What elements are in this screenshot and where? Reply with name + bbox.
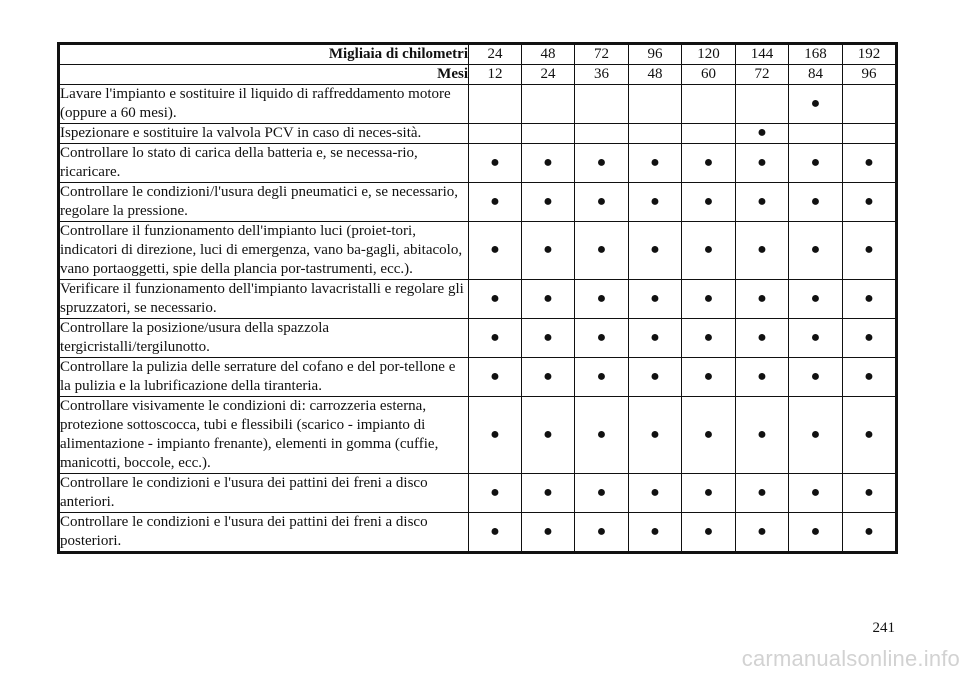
- header-label: Mesi: [59, 65, 469, 85]
- service-mark: ●: [864, 425, 874, 443]
- service-mark: ●: [810, 153, 821, 171]
- schedule-cell: [843, 85, 897, 124]
- service-mark: ●: [810, 289, 821, 307]
- schedule-cell: [843, 222, 897, 280]
- table-row: [59, 222, 897, 280]
- schedule-cell: [789, 513, 843, 553]
- schedule-cell: [575, 144, 629, 183]
- schedule-cell: [843, 144, 897, 183]
- schedule-cell: [736, 474, 789, 513]
- schedule-cell: [575, 124, 629, 144]
- service-mark: ●: [543, 425, 553, 443]
- service-mark: ●: [757, 367, 767, 385]
- schedule-cell: [629, 144, 682, 183]
- service-mark: ●: [543, 289, 553, 307]
- schedule-cell: [469, 474, 522, 513]
- schedule-cell: [469, 280, 522, 319]
- schedule-cell: [736, 319, 789, 358]
- header-value: 24: [522, 65, 575, 85]
- service-mark: ●: [864, 289, 874, 307]
- service-mark: ●: [543, 328, 553, 346]
- service-mark: ●: [490, 425, 500, 443]
- service-mark: ●: [543, 483, 553, 501]
- service-mark: ●: [810, 425, 821, 443]
- schedule-cell: [575, 222, 629, 280]
- service-mark: ●: [703, 483, 714, 501]
- service-mark: ●: [596, 328, 607, 346]
- service-description: Controllare il funzionamento dell'impianto luci (proiet-tori, indicatori di direzione, luci di emergenza, vano ba-gagli, abitacolo, vano portaoggetti, spie della plancia por-tastrumenti, ecc.).: [59, 222, 469, 280]
- service-mark: ●: [490, 153, 500, 171]
- schedule-cell: [789, 280, 843, 319]
- service-mark: ●: [864, 522, 874, 540]
- schedule-cell: [629, 280, 682, 319]
- schedule-cell: [843, 319, 897, 358]
- table-row: [59, 85, 897, 124]
- service-description: Controllare le condizioni e l'usura dei pattini dei freni a disco posteriori.: [59, 513, 469, 553]
- header-value: 96: [843, 65, 897, 85]
- header-value: 48: [629, 65, 682, 85]
- schedule-cell: [789, 222, 843, 280]
- schedule-cell: [789, 358, 843, 397]
- schedule-cell: [575, 319, 629, 358]
- schedule-cell: [682, 474, 736, 513]
- schedule-cell: [469, 513, 522, 553]
- service-mark: ●: [757, 522, 767, 540]
- schedule-cell: [522, 222, 575, 280]
- service-mark: ●: [543, 241, 553, 258]
- service-mark: ●: [596, 522, 607, 540]
- service-mark: ●: [757, 192, 767, 210]
- service-mark: ●: [757, 425, 767, 443]
- schedule-cell: [843, 474, 897, 513]
- service-mark: ●: [703, 192, 714, 210]
- schedule-cell: [522, 183, 575, 222]
- service-mark: ●: [650, 153, 660, 171]
- schedule-cell: [522, 124, 575, 144]
- service-mark: ●: [703, 289, 714, 307]
- service-description: Controllare la posizione/usura della spazzola tergicristalli/tergilunotto.: [59, 319, 469, 358]
- service-mark: ●: [543, 367, 553, 385]
- schedule-cell: [575, 280, 629, 319]
- header-value: 120: [682, 44, 736, 65]
- service-mark: ●: [757, 124, 767, 141]
- service-mark: ●: [650, 192, 660, 210]
- schedule-cell: [575, 397, 629, 474]
- service-mark: ●: [490, 241, 500, 258]
- schedule-cell: [469, 358, 522, 397]
- schedule-cell: [789, 85, 843, 124]
- service-mark: ●: [703, 328, 714, 346]
- header-value: 84: [789, 65, 843, 85]
- service-mark: ●: [650, 241, 660, 258]
- schedule-cell: [682, 183, 736, 222]
- service-mark: ●: [810, 94, 821, 112]
- schedule-cell: [789, 474, 843, 513]
- schedule-cell: [469, 397, 522, 474]
- service-mark: ●: [490, 367, 500, 385]
- schedule-cell: [736, 124, 789, 144]
- service-mark: ●: [650, 522, 660, 540]
- header-row: [59, 65, 897, 85]
- table-row: [59, 124, 897, 144]
- service-mark: ●: [864, 153, 874, 171]
- table-row: [59, 280, 897, 319]
- header-value: 192: [843, 44, 897, 65]
- service-mark: ●: [490, 192, 500, 210]
- service-mark: ●: [703, 241, 714, 258]
- service-mark: ●: [543, 522, 553, 540]
- schedule-cell: [629, 124, 682, 144]
- service-mark: ●: [703, 522, 714, 540]
- service-mark: ●: [650, 328, 660, 346]
- header-value: 48: [522, 44, 575, 65]
- schedule-cell: [522, 280, 575, 319]
- header-value: 12: [469, 65, 522, 85]
- service-mark: ●: [703, 425, 714, 443]
- schedule-cell: [522, 358, 575, 397]
- schedule-cell: [789, 183, 843, 222]
- header-label: Migliaia di chilometri: [59, 44, 469, 65]
- schedule-cell: [682, 222, 736, 280]
- schedule-cell: [629, 358, 682, 397]
- schedule-cell: [843, 358, 897, 397]
- service-mark: ●: [757, 241, 767, 258]
- table-row: [59, 513, 897, 553]
- schedule-cell: [736, 222, 789, 280]
- schedule-cell: [629, 513, 682, 553]
- header-value: 72: [736, 65, 789, 85]
- schedule-cell: [522, 319, 575, 358]
- schedule-cell: [682, 397, 736, 474]
- service-mark: ●: [596, 367, 607, 385]
- schedule-cell: [736, 85, 789, 124]
- service-mark: ●: [864, 241, 874, 258]
- service-mark: ●: [596, 425, 607, 443]
- table-row: [59, 144, 897, 183]
- service-description: Lavare l'impianto e sostituire il liquido di raffreddamento motore (oppure a 60 mesi).: [59, 85, 469, 124]
- service-description: Controllare lo stato di carica della batteria e, se necessa-rio, ricaricare.: [59, 144, 469, 183]
- schedule-cell: [575, 183, 629, 222]
- service-mark: ●: [596, 241, 607, 258]
- schedule-cell: [682, 358, 736, 397]
- schedule-cell: [736, 358, 789, 397]
- schedule-cell: [789, 124, 843, 144]
- service-mark: ●: [810, 367, 821, 385]
- schedule-cell: [629, 319, 682, 358]
- watermark: carmanualsonline.info: [741, 646, 960, 671]
- schedule-cell: [629, 222, 682, 280]
- service-description: Verificare il funzionamento dell'impianto lavacristalli e regolare gli spruzzatori, se necessario.: [59, 280, 469, 319]
- service-description: Controllare visivamente le condizioni di: carrozzeria esterna, protezione sottoscocca, tubi e flessibili (scarico - impianto di alimentazione - impianto frenante), elementi in gomma (cuffie, manicotti, boccole, ecc.).: [59, 397, 469, 474]
- maintenance-table: [57, 42, 898, 554]
- service-mark: ●: [864, 367, 874, 385]
- schedule-cell: [789, 144, 843, 183]
- schedule-cell: [469, 222, 522, 280]
- service-mark: ●: [650, 425, 660, 443]
- service-mark: ●: [810, 241, 821, 258]
- service-mark: ●: [810, 328, 821, 346]
- schedule-cell: [736, 280, 789, 319]
- schedule-cell: [736, 397, 789, 474]
- service-mark: ●: [757, 328, 767, 346]
- schedule-cell: [629, 85, 682, 124]
- schedule-cell: [629, 474, 682, 513]
- service-mark: ●: [810, 522, 821, 540]
- service-mark: ●: [810, 192, 821, 210]
- service-mark: ●: [864, 192, 874, 210]
- schedule-cell: [843, 280, 897, 319]
- service-description: Controllare le condizioni/l'usura degli pneumatici e, se necessario, regolare la pressione.: [59, 183, 469, 222]
- service-mark: ●: [596, 192, 607, 210]
- schedule-cell: [736, 144, 789, 183]
- header-value: 168: [789, 44, 843, 65]
- schedule-cell: [843, 124, 897, 144]
- schedule-cell: [522, 85, 575, 124]
- service-mark: ●: [490, 289, 500, 307]
- service-mark: ●: [650, 289, 660, 307]
- service-mark: ●: [490, 522, 500, 540]
- service-mark: ●: [757, 483, 767, 501]
- schedule-cell: [522, 144, 575, 183]
- schedule-cell: [736, 513, 789, 553]
- header-value: 36: [575, 65, 629, 85]
- schedule-cell: [682, 280, 736, 319]
- schedule-cell: [469, 144, 522, 183]
- schedule-cell: [843, 513, 897, 553]
- schedule-cell: [629, 183, 682, 222]
- service-mark: ●: [596, 483, 607, 501]
- schedule-cell: [522, 397, 575, 474]
- header-value: 24: [469, 44, 522, 65]
- schedule-cell: [469, 124, 522, 144]
- schedule-cell: [682, 513, 736, 553]
- header-value: 96: [629, 44, 682, 65]
- schedule-cell: [469, 319, 522, 358]
- service-mark: ●: [543, 153, 553, 171]
- service-mark: ●: [810, 483, 821, 501]
- service-mark: ●: [490, 483, 500, 501]
- table-row: [59, 474, 897, 513]
- header-value: 72: [575, 44, 629, 65]
- service-mark: ●: [703, 367, 714, 385]
- service-mark: ●: [596, 153, 607, 171]
- schedule-cell: [575, 474, 629, 513]
- service-description: Controllare le condizioni e l'usura dei pattini dei freni a disco anteriori.: [59, 474, 469, 513]
- schedule-cell: [469, 85, 522, 124]
- schedule-cell: [575, 513, 629, 553]
- page-number: 241: [872, 620, 895, 636]
- schedule-cell: [682, 144, 736, 183]
- schedule-cell: [522, 513, 575, 553]
- table-row: [59, 358, 897, 397]
- schedule-cell: [629, 397, 682, 474]
- schedule-cell: [789, 319, 843, 358]
- table-row: [59, 397, 897, 474]
- service-mark: ●: [490, 328, 500, 346]
- header-row: [59, 44, 897, 65]
- service-mark: ●: [650, 483, 660, 501]
- service-mark: ●: [703, 153, 714, 171]
- schedule-cell: [469, 183, 522, 222]
- service-mark: ●: [757, 153, 767, 171]
- service-mark: ●: [864, 483, 874, 501]
- header-value: 60: [682, 65, 736, 85]
- header-value: 144: [736, 44, 789, 65]
- schedule-cell: [575, 358, 629, 397]
- schedule-cell: [736, 183, 789, 222]
- service-mark: ●: [864, 328, 874, 346]
- schedule-cell: [843, 183, 897, 222]
- service-description: Controllare la pulizia delle serrature del cofano e del por-tellone e la pulizia e la lubrificazione della tiranteria.: [59, 358, 469, 397]
- schedule-cell: [682, 319, 736, 358]
- service-description: Ispezionare e sostituire la valvola PCV in caso di neces-sità.: [59, 124, 469, 144]
- schedule-cell: [682, 124, 736, 144]
- service-mark: ●: [543, 192, 553, 210]
- schedule-cell: [575, 85, 629, 124]
- service-mark: ●: [650, 367, 660, 385]
- maintenance-schedule: [57, 42, 895, 554]
- service-mark: ●: [596, 289, 607, 307]
- table-row: [59, 183, 897, 222]
- schedule-cell: [682, 85, 736, 124]
- service-mark: ●: [757, 289, 767, 307]
- schedule-cell: [789, 397, 843, 474]
- schedule-cell: [522, 474, 575, 513]
- table-row: [59, 319, 897, 358]
- schedule-cell: [843, 397, 897, 474]
